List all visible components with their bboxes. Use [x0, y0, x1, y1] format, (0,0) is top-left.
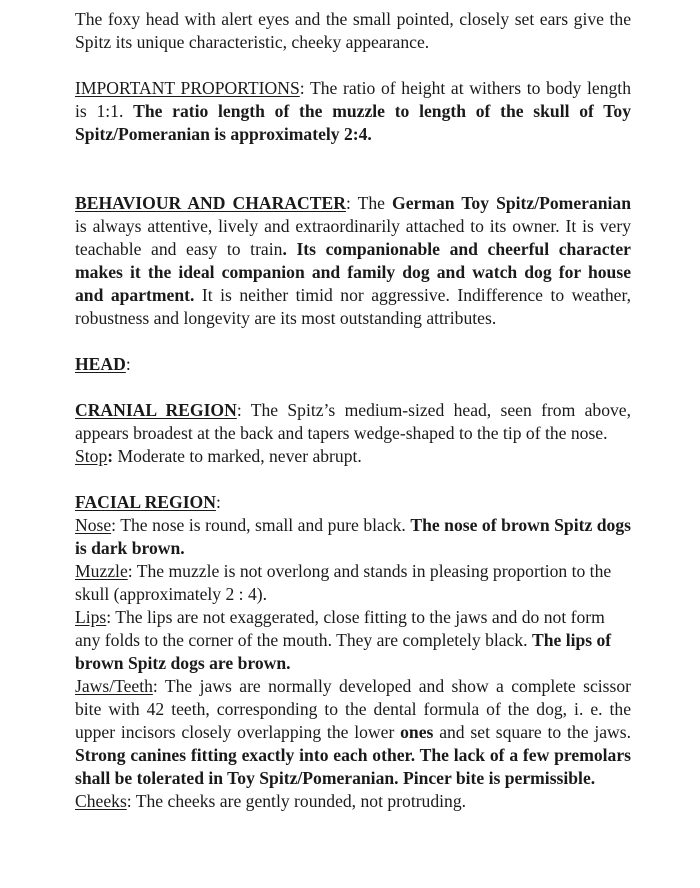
cranial-heading: CRANIAL REGION: [75, 400, 237, 420]
intro-paragraph: The foxy head with alert eyes and the small pointed, closely set ears give the Spitz its unique characteristic, cheeky appearance.: [75, 9, 631, 52]
proportions-heading: IMPORTANT PROPORTIONS: [75, 78, 300, 98]
proportions-paragraph: IMPORTANT PROPORTIONS: The ratio of height at withers to body length is 1:1. The ratio length of the muzzle to length of the skull of Toy Spitz/Pomeranian is approximately 2:4.: [75, 78, 631, 144]
behaviour-paragraph: BEHAVIOUR AND CHARACTER: The German Toy Spitz/Pomeranian is always attentive, lively and extraordinarily attached to its owner. It is very teachable and easy to train. Its companionable and cheerful character makes it the ideal companion and family dog and watch dog for house and apartment. It is neither timid nor aggressive. Indifference to weather, robustness and longevity are its most outstanding attributes.: [75, 193, 631, 328]
nose-paragraph: Nose: The nose is round, small and pure black. The nose of brown Spitz dogs is dark brown.: [75, 515, 631, 558]
jaws-paragraph: Jaws/Teeth: The jaws are normally developed and show a complete scissor bite with 42 teeth, corresponding to the dental formula of the dog, i. e. the upper incisors closely overlapping the lower ones and set square to the jaws. Strong canines fitting exactly into each other. The lack of a few premolars shall be tolerated in Toy Spitz/Pomeranian. Pincer bite is permissible.: [75, 676, 631, 788]
cranial-paragraph: CRANIAL REGION: The Spitz’s medium-sized head, seen from above, appears broadest at the back and tapers wedge-shaped to the tip of the nose.: [75, 400, 632, 443]
head-section-heading: HEAD:: [75, 354, 131, 374]
proportions-bold-text: The ratio length of the muzzle to length of the skull of Toy Spitz/Pomeranian is approximately 2:4.: [75, 101, 631, 144]
muzzle-paragraph: Muzzle: The muzzle is not overlong and stands in pleasing proportion to the skull (approximately 2 : 4).: [75, 561, 612, 604]
lips-paragraph: Lips: The lips are not exaggerated, close fitting to the jaws and do not form any folds to the corner of the mouth. They are completely black. The lips of brown Spitz dogs are brown.: [75, 607, 612, 673]
behaviour-heading: BEHAVIOUR AND CHARACTER: [75, 193, 346, 213]
stop-line: Stop: Moderate to marked, never abrupt.: [75, 446, 362, 466]
facial-section-heading: FACIAL REGION:: [75, 492, 221, 512]
cheeks-paragraph: Cheeks: The cheeks are gently rounded, not protruding.: [75, 791, 467, 811]
document-body: [75, 8, 631, 813]
